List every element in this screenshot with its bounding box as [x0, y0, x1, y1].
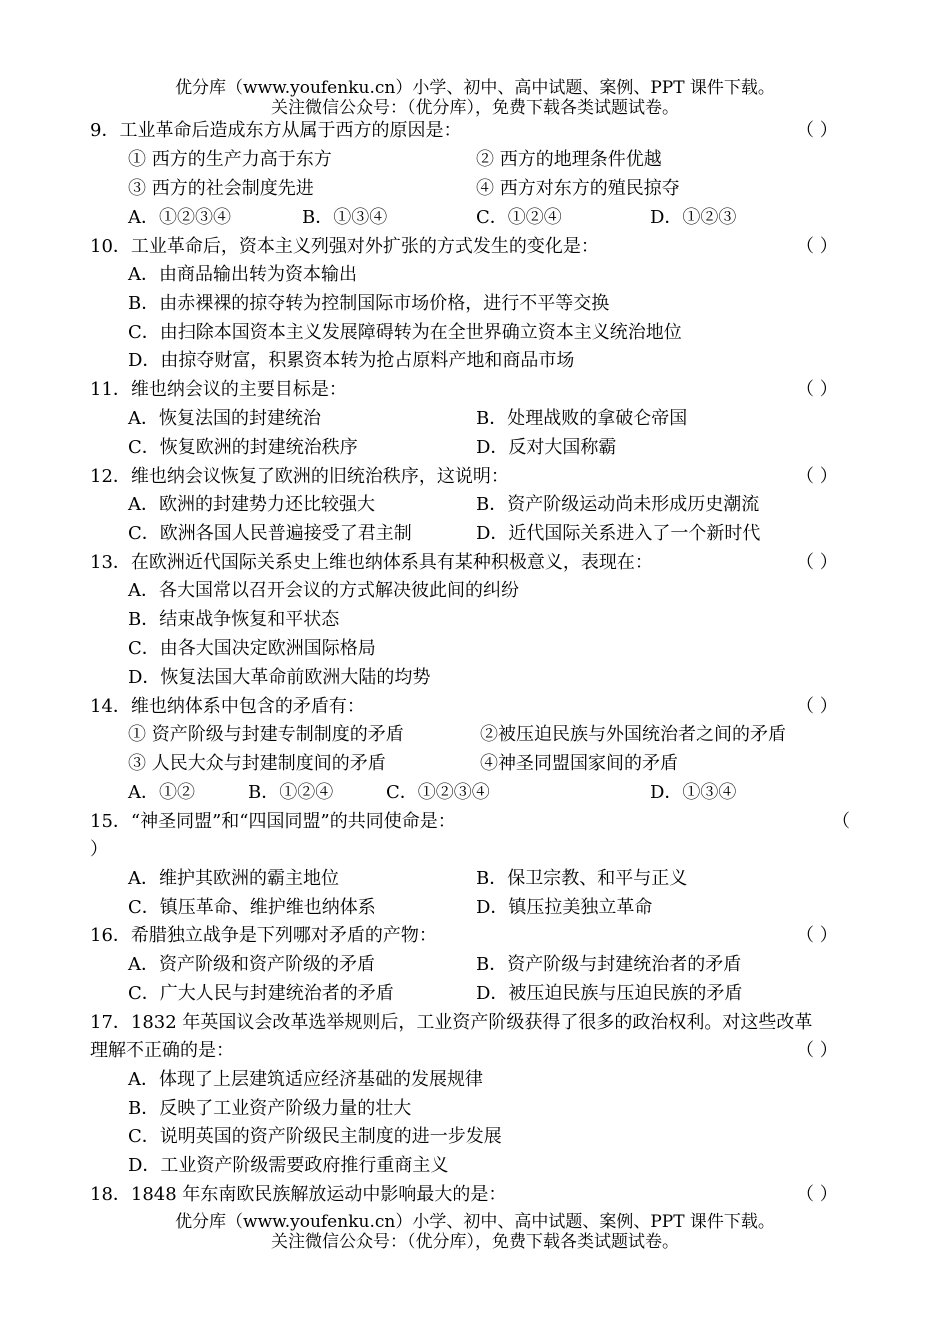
- q10-option-a: A．由商品输出转为资本输出: [128, 264, 357, 285]
- q17-option-b: B．反映了工业资产阶级力量的壮大: [128, 1098, 412, 1119]
- q17-option-c: C．说明英国的资产阶级民主制度的进一步发展: [128, 1126, 502, 1147]
- question-15-stem: 15．“神圣同盟”和“四国同盟”的共同使命是：: [90, 811, 456, 832]
- answer-blank-11: （ ）: [796, 379, 838, 400]
- q11-option-d: D．反对大国称霸: [476, 437, 617, 458]
- answer-blank-14: （ ）: [796, 696, 838, 717]
- answer-blank-17: （ ）: [796, 1040, 838, 1061]
- footer-line-1: 优分库（www.youfenku.cn）小学、初中、高中试题、案例、PPT 课件下载。: [175, 1212, 775, 1232]
- q9-statement-2: ② 西方的地理条件优越: [476, 149, 662, 170]
- q16-option-c: C．广大人民与封建统治者的矛盾: [128, 983, 394, 1004]
- q12-option-b: B．资产阶级运动尚未形成历史潮流: [476, 494, 760, 515]
- q9-statement-1: ① 西方的生产力高于东方: [128, 149, 332, 170]
- question-9-stem: 9．工业革命后造成东方从属于西方的原因是：: [90, 120, 462, 141]
- answer-blank-10: （ ）: [796, 236, 838, 257]
- q17-option-d: D．工业资产阶级需要政府推行重商主义: [128, 1155, 449, 1176]
- q10-option-d: D．由掠夺财富，积累资本转为抢占原料产地和商品市场: [128, 350, 575, 371]
- q9-option-c: C．①②④: [476, 207, 562, 228]
- q17-option-a: A．体现了上层建筑适应经济基础的发展规律: [128, 1069, 483, 1090]
- q9-option-b: B．①③④: [302, 207, 388, 228]
- q13-option-a: A．各大国常以召开会议的方式解决彼此间的纠纷: [128, 580, 519, 601]
- q14-option-c: C．①②③④: [386, 782, 490, 803]
- question-14-stem: 14．维也纳体系中包含的矛盾有：: [90, 696, 365, 717]
- q16-option-a: A．资产阶级和资产阶级的矛盾: [128, 954, 375, 975]
- q14-option-d: D．①③④: [650, 782, 737, 803]
- q16-option-b: B．资产阶级与封建统治者的矛盾: [476, 954, 742, 975]
- footer-line-2: 关注微信公众号：（优分库），免费下载各类试题试卷。: [271, 1232, 679, 1252]
- question-16-stem: 16．希腊独立战争是下列哪对矛盾的产物：: [90, 925, 437, 946]
- q12-option-a: A．欧洲的封建势力还比较强大: [128, 494, 375, 515]
- answer-blank-16: （ ）: [796, 925, 838, 946]
- answer-blank-9: （ ）: [796, 120, 838, 141]
- q11-option-c: C．恢复欧洲的封建统治秩序: [128, 437, 358, 458]
- q11-option-b: B．处理战败的拿破仑帝国: [476, 408, 688, 429]
- q9-statement-3: ③ 西方的社会制度先进: [128, 178, 314, 199]
- q9-statement-4: ④ 西方对东方的殖民掠夺: [476, 178, 680, 199]
- q11-option-a: A．恢复法国的封建统治: [128, 408, 321, 429]
- answer-blank-12: （ ）: [796, 466, 838, 487]
- q14-option-b: B．①②④: [248, 782, 334, 803]
- q13-option-d: D．恢复法国大革命前欧洲大陆的均势: [128, 667, 431, 688]
- q14-statement-2: ②被压迫民族与外国统治者之间的矛盾: [480, 724, 786, 745]
- question-17-stem-line-2: 理解不正确的是：: [90, 1040, 234, 1061]
- q9-option-a: A．①②③④: [128, 207, 231, 228]
- question-10-stem: 10．工业革命后，资本主义列强对外扩张的方式发生的变化是：: [90, 236, 599, 257]
- question-13-stem: 13．在欧洲近代国际关系史上维也纳体系具有某种积极意义，表现在：: [90, 552, 653, 573]
- answer-blank-13: （ ）: [796, 552, 838, 573]
- q13-option-c: C．由各大国决定欧洲国际格局: [128, 638, 376, 659]
- header-line-1: 优分库（www.youfenku.cn）小学、初中、高中试题、案例、PPT 课件下载。: [175, 78, 775, 98]
- q14-statement-3: ③ 人民大众与封建制度间的矛盾: [128, 753, 386, 774]
- q14-option-a: A．①②: [128, 782, 195, 803]
- question-18-stem: 18．1848 年东南欧民族解放运动中影响最大的是：: [90, 1184, 507, 1205]
- header-line-2: 关注微信公众号：（优分库），免费下载各类试题试卷。: [271, 98, 679, 118]
- q9-option-d: D．①②③: [650, 207, 737, 228]
- q15-option-d: D．镇压拉美独立革命: [476, 897, 653, 918]
- q12-option-c: C．欧洲各国人民普遍接受了君主制: [128, 523, 412, 544]
- answer-blank-15-close: ）: [90, 839, 108, 860]
- q16-option-d: D．被压迫民族与压迫民族的矛盾: [476, 983, 743, 1004]
- question-12-stem: 12．维也纳会议恢复了欧洲的旧统治秩序，这说明：: [90, 466, 509, 487]
- q10-option-c: C．由扫除本国资本主义发展障碍转为在全世界确立资本主义统治地位: [128, 322, 682, 343]
- q15-option-a: A．维护其欧洲的霸主地位: [128, 868, 339, 889]
- answer-blank-18: （ ）: [796, 1184, 838, 1205]
- q13-option-b: B．结束战争恢复和平状态: [128, 609, 340, 630]
- answer-blank-15-open: （: [832, 811, 850, 832]
- q15-option-c: C．镇压革命、维护维也纳体系: [128, 897, 376, 918]
- q14-statement-4: ④神圣同盟国家间的矛盾: [480, 753, 678, 774]
- q15-option-b: B．保卫宗教、和平与正义: [476, 868, 688, 889]
- q10-option-b: B．由赤裸裸的掠夺转为控制国际市场价格，进行不平等交换: [128, 293, 610, 314]
- q14-statement-1: ① 资产阶级与封建专制制度的矛盾: [128, 724, 404, 745]
- q12-option-d: D．近代国际关系进入了一个新时代: [476, 523, 761, 544]
- question-17-stem-line-1: 17．1832 年英国议会改革选举规则后，工业资产阶级获得了很多的政治权利。对这些改革: [90, 1012, 813, 1033]
- question-11-stem: 11．维也纳会议的主要目标是：: [90, 379, 347, 400]
